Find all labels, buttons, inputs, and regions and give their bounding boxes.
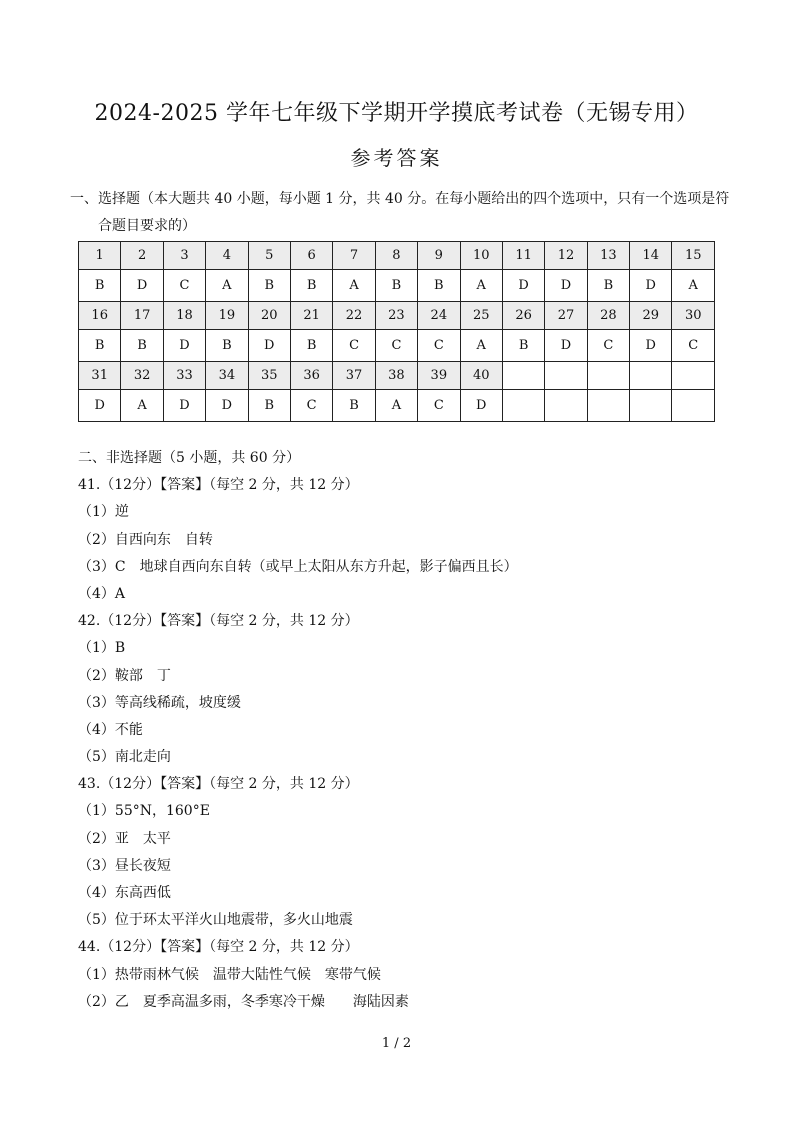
- document-title: 2024-2025 学年七年级下学期开学摸底考试卷（无锡专用）: [94, 101, 699, 126]
- answer-cell: D: [79, 390, 121, 422]
- question-number-cell: 36: [290, 362, 332, 390]
- question-number-cell: 17: [121, 302, 163, 330]
- question-number-cell: 20: [248, 302, 290, 330]
- question-number-cell: 22: [333, 302, 375, 330]
- question-number-cell: 21: [290, 302, 332, 330]
- answer-cell: D: [163, 330, 205, 362]
- answer-line: （2）亚 太平: [78, 830, 171, 847]
- answer-cell: D: [545, 270, 587, 302]
- section1-heading-line1: 一、选择题（本大题共 40 小题，每小题 1 分，共 40 分。在每小题给出的四个选项中，只有一个选项是符: [70, 191, 730, 207]
- question-number-cell: 14: [630, 242, 672, 270]
- answer-cell: B: [248, 390, 290, 422]
- question-number-cell: 15: [672, 242, 715, 270]
- answer-row: [79, 270, 715, 302]
- answer-cell: A: [121, 390, 163, 422]
- question-number-cell: 7: [333, 242, 375, 270]
- question-number-cell: 12: [545, 242, 587, 270]
- question-number-cell: 24: [418, 302, 460, 330]
- question-number-cell: 40: [460, 362, 502, 390]
- question-number-cell: 35: [248, 362, 290, 390]
- answer-cell: D: [502, 270, 544, 302]
- question-number-cell: 25: [460, 302, 502, 330]
- answer-cell: B: [121, 330, 163, 362]
- question-number-cell: 33: [163, 362, 205, 390]
- question-number-cell: 27: [545, 302, 587, 330]
- question-number-cell: 23: [375, 302, 417, 330]
- answer-cell: B: [206, 330, 248, 362]
- answer-line: （1）热带雨林气候 温带大陆性气候 寒带气候: [78, 966, 381, 983]
- answer-cell: [545, 390, 587, 422]
- question-number-cell: 19: [206, 302, 248, 330]
- answer-line: （2）乙 夏季高温多雨，冬季寒冷干燥 海陆因素: [78, 993, 409, 1010]
- answer-line: （2）自西向东 自转: [78, 531, 213, 548]
- section2-heading: 二、非选择题（5 小题，共 60 分）: [78, 450, 301, 466]
- question-number-cell: 37: [333, 362, 375, 390]
- answer-table: [78, 241, 715, 422]
- question-number-cell: 2: [121, 242, 163, 270]
- answer-cell: D: [630, 270, 672, 302]
- answer-line: （4）A: [78, 585, 126, 602]
- question-number-row: [79, 302, 715, 330]
- answer-cell: B: [502, 330, 544, 362]
- answer-cell: C: [418, 390, 460, 422]
- answer-cell: B: [79, 330, 121, 362]
- question-number-cell: 10: [460, 242, 502, 270]
- question-number-cell: 11: [502, 242, 544, 270]
- answer-cell: C: [163, 270, 205, 302]
- question-number-cell: 28: [587, 302, 629, 330]
- question-number-row: [79, 362, 715, 390]
- question-number-cell: 39: [418, 362, 460, 390]
- question-number-cell: [672, 362, 715, 390]
- answer-cell: A: [460, 270, 502, 302]
- question-number-cell: 1: [79, 242, 121, 270]
- answer-cell: D: [545, 330, 587, 362]
- question-number-cell: 4: [206, 242, 248, 270]
- question-number-cell: 8: [375, 242, 417, 270]
- question-number-cell: 30: [672, 302, 715, 330]
- answer-cell: C: [375, 330, 417, 362]
- answer-line: （5）位于环太平洋火山地震带，多火山地震: [78, 912, 353, 929]
- answer-cell: D: [248, 330, 290, 362]
- question-number-cell: 29: [630, 302, 672, 330]
- answer-line: （1）55°N，160°E: [78, 803, 210, 820]
- answer-line: （3）等高线稀疏，坡度缓: [78, 694, 241, 711]
- answer-cell: C: [418, 330, 460, 362]
- question-number-cell: 38: [375, 362, 417, 390]
- answer-cell: B: [290, 270, 332, 302]
- document-subtitle: 参考答案: [350, 146, 443, 170]
- answer-cell: A: [375, 390, 417, 422]
- answer-cell: [502, 390, 544, 422]
- answer-cell: [587, 390, 629, 422]
- question-number-row: [79, 242, 715, 270]
- answer-row: [79, 330, 715, 362]
- answer-cell: C: [333, 330, 375, 362]
- answer-cell: B: [333, 390, 375, 422]
- question-number-cell: 32: [121, 362, 163, 390]
- question-number-cell: 6: [290, 242, 332, 270]
- section1-heading: [70, 186, 730, 240]
- answer-line: （5）南北走向: [78, 749, 171, 766]
- answer-cell: B: [587, 270, 629, 302]
- section2: [78, 445, 738, 1016]
- question-number-cell: 16: [79, 302, 121, 330]
- answer-line: （1）B: [78, 640, 126, 657]
- answer-cell: A: [333, 270, 375, 302]
- question-answer-heading: 43.（12分）【答案】（每空 2 分，共 12 分）: [78, 776, 359, 793]
- question-number-cell: [545, 362, 587, 390]
- answer-cell: D: [206, 390, 248, 422]
- answer-cell: A: [460, 330, 502, 362]
- answer-cell: [630, 390, 672, 422]
- question-number-cell: 3: [163, 242, 205, 270]
- question-number-cell: [587, 362, 629, 390]
- question-answer-heading: 41.（12分）【答案】（每空 2 分，共 12 分）: [78, 477, 359, 494]
- answer-cell: C: [672, 330, 715, 362]
- answer-cell: A: [672, 270, 715, 302]
- question-number-cell: [502, 362, 544, 390]
- answer-cell: C: [587, 330, 629, 362]
- answer-line: （3）昼长夜短: [78, 857, 171, 874]
- question-answer-heading: 42.（12分）【答案】（每空 2 分，共 12 分）: [78, 613, 359, 630]
- question-number-cell: [630, 362, 672, 390]
- answer-cell: A: [206, 270, 248, 302]
- question-answer-heading: 44.（12分）【答案】（每空 2 分，共 12 分）: [78, 939, 359, 956]
- section1-heading-line2: 合题目要求的）: [98, 218, 196, 234]
- question-number-cell: 31: [79, 362, 121, 390]
- answer-cell: D: [121, 270, 163, 302]
- page-number: 1 / 2: [381, 1036, 412, 1051]
- question-number-cell: 5: [248, 242, 290, 270]
- answer-cell: D: [460, 390, 502, 422]
- question-number-cell: 18: [163, 302, 205, 330]
- answer-cell: [672, 390, 715, 422]
- answer-line: （4）东高西低: [78, 885, 171, 901]
- answer-cell: B: [290, 330, 332, 362]
- answer-line: （2）鞍部 丁: [78, 667, 171, 684]
- answer-cell: B: [375, 270, 417, 302]
- answer-row: [79, 390, 715, 422]
- question-number-cell: 34: [206, 362, 248, 390]
- answer-line: （4）不能: [78, 721, 143, 738]
- answer-cell: D: [163, 390, 205, 422]
- question-number-cell: 13: [587, 242, 629, 270]
- answer-cell: B: [418, 270, 460, 302]
- answer-line: （3）C 地球自西向东自转（或早上太阳从东方升起，影子偏西且长）: [78, 558, 518, 575]
- answer-cell: D: [630, 330, 672, 362]
- answer-cell: C: [290, 390, 332, 422]
- answer-line: （1）逆: [78, 504, 129, 521]
- question-number-cell: 26: [502, 302, 544, 330]
- answer-cell: B: [248, 270, 290, 302]
- answer-cell: B: [79, 270, 121, 302]
- question-number-cell: 9: [418, 242, 460, 270]
